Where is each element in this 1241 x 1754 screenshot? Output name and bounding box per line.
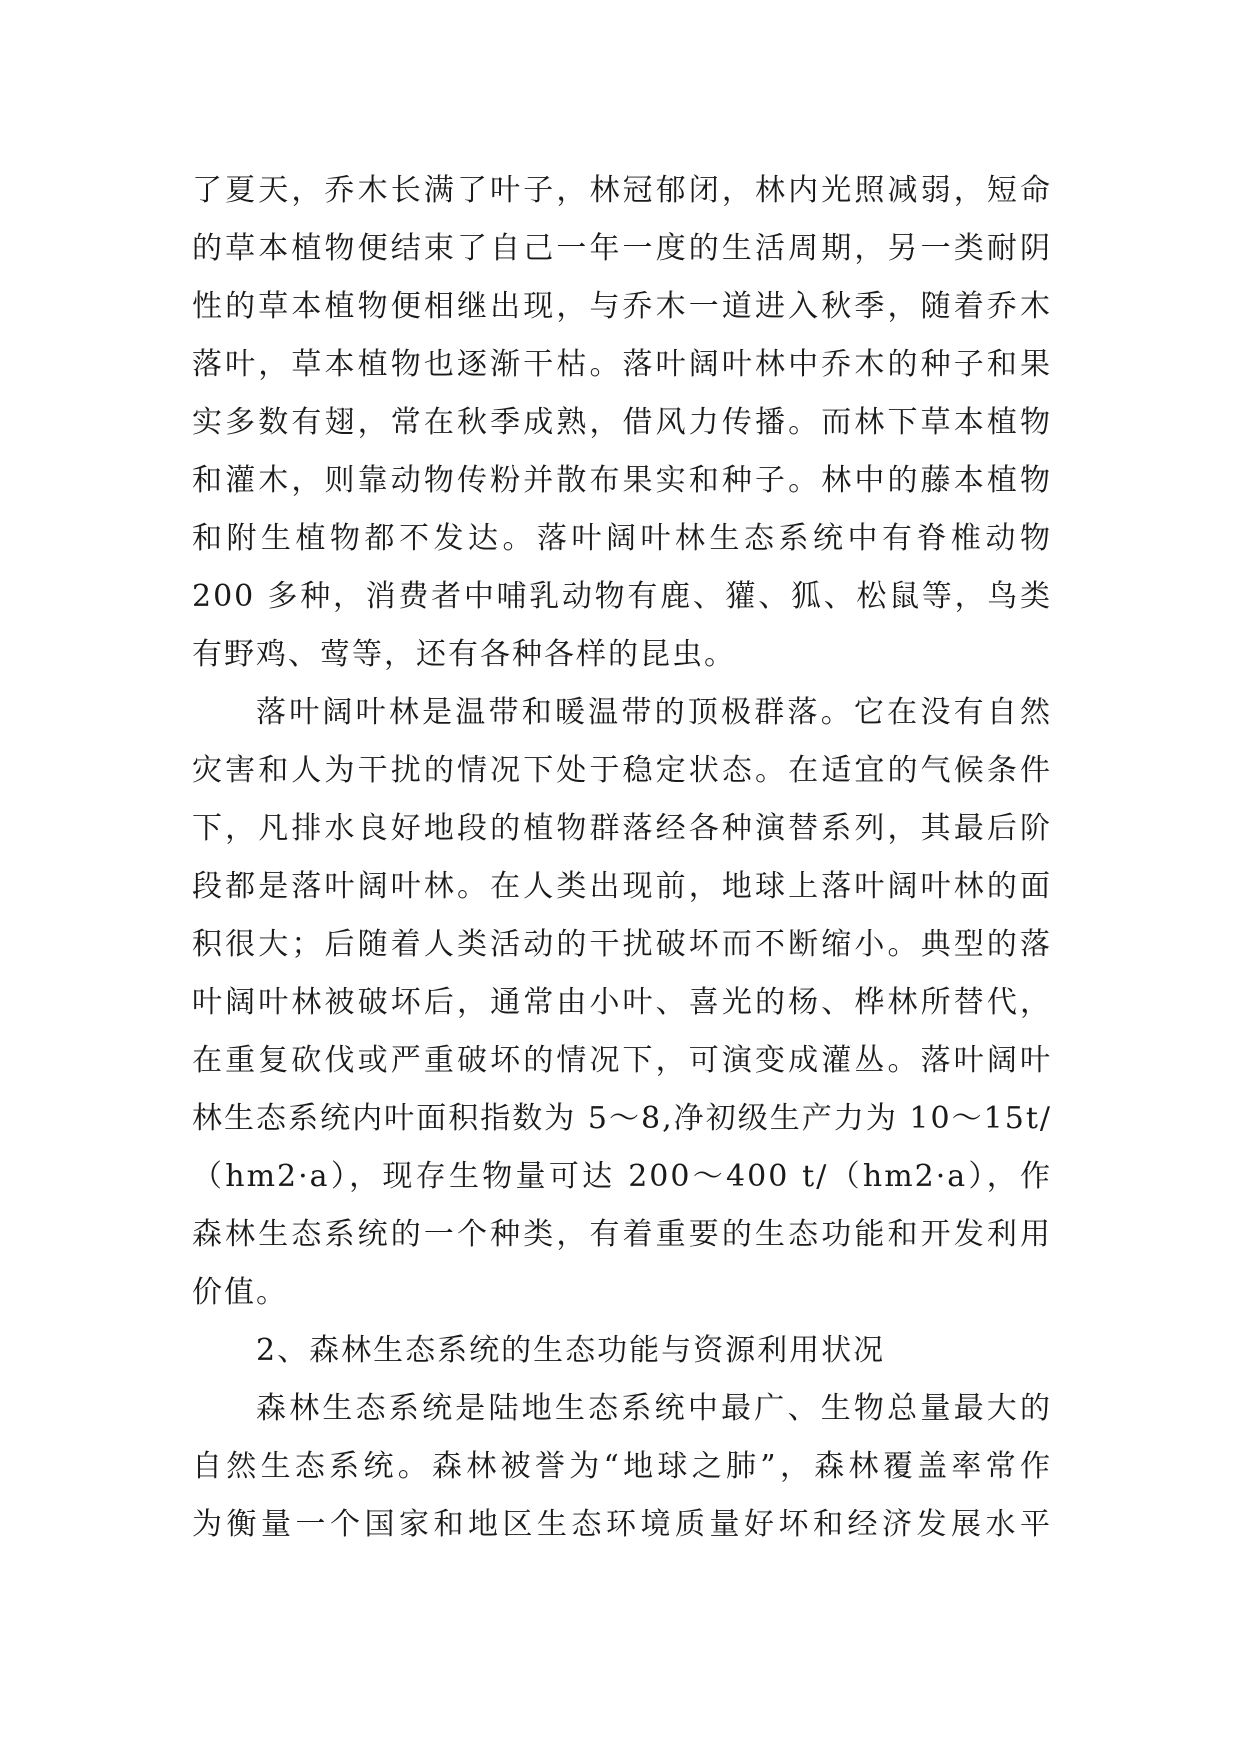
text-line: 落叶，草本植物也逐渐干枯。落叶阔叶林中乔木的种子和果: [192, 347, 1052, 382]
text-line: 段都是落叶阔叶林。在人类出现前，地球上落叶阔叶林的面: [192, 869, 1052, 904]
text-line: 和灌木，则靠动物传粉并散布果实和种子。林中的藤本植物: [192, 463, 1052, 498]
section-heading: 2、森林生态系统的生态功能与资源利用状况: [256, 1333, 886, 1368]
text-line: 林生态系统内叶面积指数为 5～8,净初级生产力为 10～15t/: [192, 1101, 1052, 1136]
text-line: 下，凡排水良好地段的植物群落经各种演替系列，其最后阶: [192, 811, 1052, 846]
text-line: （hm2·a），现存生物量可达 200～400 t/（hm2·a），作: [192, 1159, 1052, 1194]
text-line: 在重复砍伐或严重破坏的情况下，可演变成灌丛。落叶阔叶: [192, 1043, 1052, 1078]
text-line: 200 多种，消费者中哺乳动物有鹿、獾、狐、松鼠等，鸟类: [192, 579, 1052, 614]
text-line: 价值。: [192, 1275, 288, 1310]
text-line: 自然生态系统。森林被誉为“地球之肺”，森林覆盖率常作: [192, 1449, 1052, 1484]
text-line: 的草本植物便结束了自己一年一度的生活周期，另一类耐阴: [192, 231, 1052, 266]
paragraph-start-line: 森林生态系统是陆地生态系统中最广、生物总量最大的: [256, 1391, 1052, 1426]
text-line: 实多数有翅，常在秋季成熟，借风力传播。而林下草本植物: [192, 405, 1052, 440]
text-line: 了夏天，乔木长满了叶子，林冠郁闭，林内光照减弱，短命: [192, 173, 1052, 208]
text-line: 为衡量一个国家和地区生态环境质量好坏和经济发展水平: [192, 1507, 1052, 1542]
text-line: 积很大；后随着人类活动的干扰破坏而不断缩小。典型的落: [192, 927, 1052, 962]
text-line: 叶阔叶林被破坏后，通常由小叶、喜光的杨、桦林所替代，: [192, 985, 1052, 1020]
text-line: 有野鸡、莺等，还有各种各样的昆虫。: [192, 637, 736, 672]
text-line: 灾害和人为干扰的情况下处于稳定状态。在适宜的气候条件: [192, 753, 1052, 788]
body-text: [192, 162, 1052, 1554]
text-line: 和附生植物都不发达。落叶阔叶林生态系统中有脊椎动物: [192, 521, 1052, 556]
text-line: 性的草本植物便相继出现，与乔木一道进入秋季，随着乔木: [192, 289, 1052, 324]
text-line: 森林生态系统的一个种类，有着重要的生态功能和开发利用: [192, 1217, 1052, 1252]
paragraph-start-line: 落叶阔叶林是温带和暖温带的顶极群落。它在没有自然: [256, 695, 1052, 730]
